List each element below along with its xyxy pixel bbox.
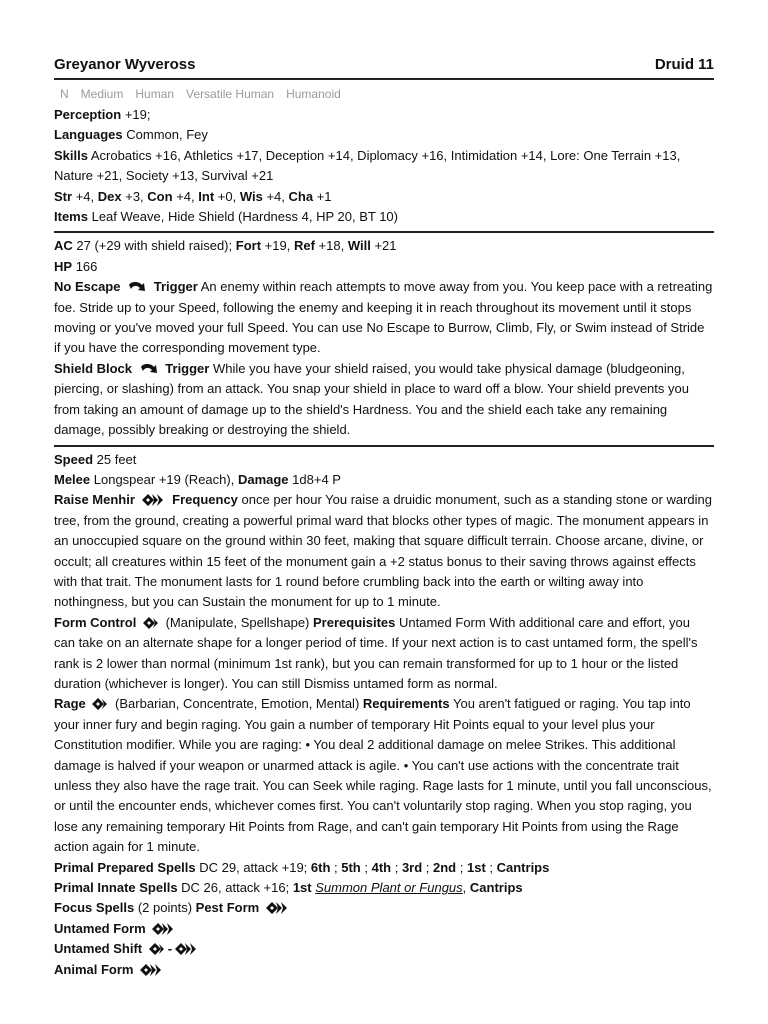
perception-line [54, 105, 714, 125]
ac-label: AC [54, 238, 73, 254]
con-value: +4, [176, 188, 195, 204]
class-level: Druid 11 [654, 56, 714, 73]
form-control-req-label: Prerequisites [313, 614, 396, 630]
shield-block-name: Shield Block [54, 360, 133, 376]
two-actions-icon [175, 942, 199, 956]
rank-6th: 6th [310, 859, 331, 875]
stat-block [54, 0, 714, 980]
two-actions-icon [142, 493, 166, 507]
will-value: +21 [374, 238, 397, 254]
untamed-form-line [54, 919, 714, 939]
ref-label: Ref [293, 238, 315, 254]
innate-rank-1st: 1st [292, 880, 312, 896]
hp-label: HP [54, 258, 73, 274]
languages-value: Common, Fey [126, 127, 208, 143]
raise-menhir-name: Raise Menhir [54, 492, 135, 508]
no-escape-name: No Escape [54, 279, 121, 295]
reaction-no-escape [54, 277, 714, 359]
hp-value: 166 [75, 258, 98, 274]
skills-value: Acrobatics +16, Athletics +17, Deception +14, Diplomacy +16, Intimidation +14, Lore: One Terrain +13, Nature +21, Society +13, Survival +21 [54, 147, 681, 184]
innate-cantrips-label: Cantrips [469, 880, 523, 896]
trait-ancestry: Human [135, 87, 175, 101]
trait-size: Medium [80, 87, 124, 101]
trait-type: Humanoid [286, 87, 341, 101]
untamed-shift-line [54, 939, 714, 959]
animal-form-line [54, 960, 714, 980]
damage-value: 1d8+4 P [292, 471, 341, 487]
stat-block-header [54, 56, 714, 80]
spell-link-summon-plant[interactable]: Summon Plant or Fungus [315, 880, 463, 896]
languages-label: Languages [54, 127, 123, 143]
rage-text: You aren't fatigued or raging. You tap into your inner fury and begin raging. You gain a number of temporary Hit Points equal to your level plus your Constitution modifier. While you are raging: • You deal 2 additional damage on melee Strikes. This additional damage is halved if your weapon or unarmed attack is agile. • You can't use actions with the concentrate trait unless they also have the rage trait. You can Seek while raging. Rage lasts for 1 minute, until you fall unconscious, or until the encounter ends, whichever comes first. You can't voluntarily stop raging. When you stop raging, you lose any remaining temporary Hit Points from Rage, and can't gain temporary Hit Points from using the Rage action again for 1 minute. [54, 696, 712, 855]
wis-value: +4, [266, 188, 285, 204]
speed-value: 25 feet [96, 451, 137, 467]
action-form-control [54, 613, 714, 695]
items-line [54, 207, 714, 227]
one-action-icon [149, 942, 165, 956]
speed-label: Speed [54, 451, 94, 467]
cha-label: Cha [288, 188, 314, 204]
rank-1st: 1st [466, 859, 486, 875]
focus-spells-label: Focus Spells [54, 900, 135, 916]
animal-form-name: Animal Form [54, 961, 134, 977]
creature-name: Greyanor Wyveross [54, 56, 196, 73]
dex-value: +3, [125, 188, 144, 204]
items-label: Items [54, 209, 88, 225]
languages-line [54, 125, 714, 145]
innate-spells-label: Primal Innate Spells [54, 880, 178, 896]
prepared-spells-label: Primal Prepared Spells [54, 859, 196, 875]
action-rage [54, 694, 714, 857]
form-control-text: Untamed Form With additional care and effort, you can take on an alternate shape for a longer period of time. If your next action is to cast untamed form, the spell's rank is 2 lower than normal (minimum 1st rank), but you can remain transformed for up to 1 hour or the listed duration (whichever is longer). You can still Dismiss untamed form as normal. [54, 614, 698, 691]
raise-menhir-frequency-label: Frequency [172, 492, 238, 508]
will-label: Will [347, 238, 371, 254]
form-control-name: Form Control [54, 614, 137, 630]
skills-line [54, 146, 714, 187]
ac-value: 27 (+29 with shield raised); [76, 238, 233, 254]
shield-block-text: While you have your shield raised, you would take physical damage (bludgeoning, piercing, or slashing) from an attack. You snap your shield in place to ward off a blow. Your shield prevents you from taking an amount of damage up to the shield's Hardness. You and the shield each take any remaining damage, possibly breaking or destroying the shield. [54, 360, 689, 438]
shield-block-trigger-label: Trigger [165, 360, 210, 376]
innate-spells-stats: DC 26, attack +16; [181, 880, 290, 896]
no-escape-text: An enemy within reach attempts to move away from you. You keep pace with a retreating foe. Stride up to your Speed, following the enemy and keeping it in reach throughout its movement until it stops moving or you've moved your full Speed. You can use No Escape to Burrow, Climb, Fly, or Swim instead of Stride if you have the corresponding movement type. [54, 279, 713, 356]
rank-2nd: 2nd [433, 859, 457, 875]
section-divider [54, 231, 714, 233]
rank-5th: 5th [341, 859, 361, 875]
focus-spells-line [54, 898, 714, 918]
two-actions-icon [266, 901, 290, 915]
melee-value: Longspear +19 (Reach), [93, 471, 235, 487]
action-raise-menhir [54, 490, 714, 612]
reaction-shield-block [54, 359, 714, 441]
section-divider [54, 445, 714, 447]
rank-4th: 4th [371, 859, 392, 875]
rage-name: Rage [54, 696, 86, 712]
form-control-traits: (Manipulate, Spellshape) [165, 614, 310, 630]
two-actions-icon [140, 963, 164, 977]
reaction-icon [127, 280, 147, 294]
trait-list [54, 80, 714, 105]
ability-scores-line [54, 187, 714, 207]
ref-value: +18, [318, 238, 345, 254]
fort-value: +19, [264, 238, 291, 254]
no-escape-trigger-label: Trigger [153, 279, 198, 295]
untamed-form-name: Untamed Form [54, 920, 146, 936]
prepared-spells-stats: DC 29, attack +19; [199, 859, 308, 875]
rank-cantrips: Cantrips [496, 859, 550, 875]
two-actions-icon [152, 922, 176, 936]
rank-3rd: 3rd [401, 859, 423, 875]
damage-label: Damage [237, 471, 289, 487]
pest-form-name: Pest Form [195, 900, 260, 916]
one-action-icon [92, 697, 108, 711]
defense-line [54, 236, 714, 256]
untamed-shift-name: Untamed Shift [54, 941, 143, 957]
perception-label: Perception [54, 107, 122, 122]
focus-points: (2 points) [137, 900, 193, 916]
raise-menhir-text: once per hour You raise a druidic monument, such as a standing stone or warding tree, from the ground, creating a powerful primal ward that blocks other types of magic. The monument appears in an unoccupied square on the ground within 30 feet, making that square difficult terrain. Choose arcane, divine, or occult; all creatures within 15 feet of the monument gain a +2 status bonus to their saving throws against effects with that trait. The monument lasts for 1 round before crumbling back into the earth or wilting away into nothingness, but you can Sustain the monument for up to 1 minute. [54, 492, 713, 610]
rage-req-label: Requirements [362, 696, 450, 712]
str-label: Str [54, 188, 73, 204]
trait-alignment: N [60, 87, 69, 101]
reaction-icon [139, 362, 159, 376]
items-value: Leaf Weave, Hide Shield (Hardness 4, HP 20, BT 10) [91, 209, 398, 225]
int-label: Int [198, 188, 215, 204]
int-value: +0, [217, 188, 237, 204]
melee-label: Melee [54, 471, 91, 487]
hp-line [54, 257, 714, 277]
innate-spells-line: Primal Innate Spells DC 26, attack +16; 1st Summon Plant or Fungus, Cantrips [54, 880, 523, 896]
action-range-separator: - [167, 941, 173, 957]
wis-label: Wis [239, 188, 263, 204]
prepared-spells-line: Primal Prepared Spells DC 29, attack +19; 6th ; 5th ; 4th ; 3rd ; 2nd ; 1st ; Cantrips [54, 859, 550, 875]
dex-label: Dex [97, 188, 122, 204]
speed-line [54, 450, 714, 470]
one-action-icon [143, 616, 159, 630]
melee-line [54, 470, 714, 490]
fort-label: Fort [235, 238, 262, 254]
skills-label: Skills [54, 147, 88, 163]
perception-value: +19; [124, 107, 151, 122]
rage-traits: (Barbarian, Concentrate, Emotion, Mental) [115, 696, 360, 712]
con-label: Con [147, 188, 173, 204]
str-value: +4, [75, 188, 95, 204]
cha-value: +1 [316, 188, 332, 204]
trait-heritage: Versatile Human [186, 87, 275, 101]
